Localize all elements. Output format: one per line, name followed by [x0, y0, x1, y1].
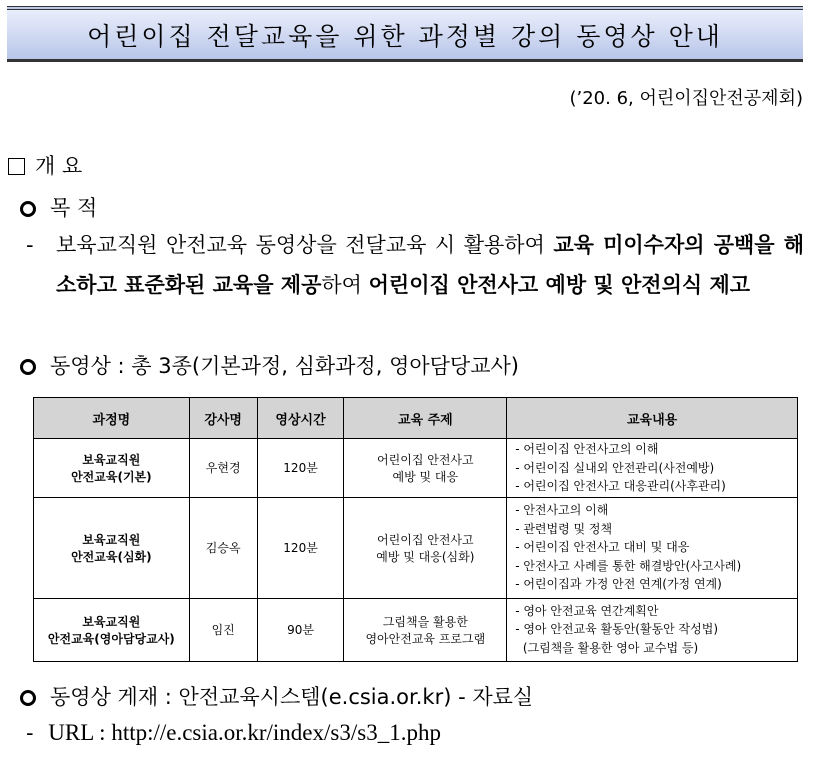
- topic-cell: 어린이집 안전사고 예방 및 대응: [344, 439, 507, 498]
- videos-heading: [20, 350, 519, 380]
- url-link[interactable]: http://e.csia.or.kr/index/s3/s3_1.php: [111, 720, 441, 745]
- purpose-heading: [20, 192, 97, 222]
- table-header-row: [34, 398, 798, 439]
- posting-heading: [20, 681, 533, 711]
- purpose-label: 목 적: [50, 196, 98, 220]
- circle-bullet-icon: [20, 359, 36, 375]
- instructor-cell: 임진: [189, 598, 257, 661]
- purpose-body: [56, 225, 804, 305]
- header-topic: 교육 주제: [344, 398, 507, 439]
- course-cell: 보육교직원 안전교육(영아담당교사): [34, 598, 190, 661]
- purpose-text-2: 하여: [321, 273, 369, 297]
- page-title: 어린이집 전달교육을 위한 과정별 강의 동영상 안내: [87, 21, 723, 51]
- dash-bullet: -: [26, 233, 34, 257]
- title-banner: [7, 6, 803, 62]
- videos-label: 동영상 : 총 3종(기본과정, 심화과정, 영아담당교사): [50, 354, 519, 378]
- dash-bullet: -: [26, 721, 34, 745]
- course-cell: 보육교직원 안전교육(심화): [34, 497, 190, 598]
- square-bullet-icon: [8, 158, 25, 175]
- header-content: 교육내용: [507, 398, 798, 439]
- purpose-text-1: 보육교직원 안전교육 동영상을 전달교육 시 활용하여: [56, 233, 554, 257]
- topic-cell: 그림책을 활용한 영아안전교육 프로그램: [344, 598, 507, 661]
- overview-label: 개 요: [35, 154, 83, 178]
- circle-bullet-icon: [20, 201, 36, 217]
- topic-cell: 어린이집 안전사고 예방 및 대응(심화): [344, 497, 507, 598]
- header-duration: 영상시간: [257, 398, 344, 439]
- content-cell: - 어린이집 안전사고의 이해 - 어린이집 실내외 안전관리(사전예방) - 어린이집 안전사고 대응관리(사후관리): [507, 439, 798, 498]
- overview-heading: [8, 150, 82, 180]
- duration-cell: 90분: [257, 598, 344, 661]
- duration-cell: 120분: [257, 497, 344, 598]
- header-course: 과정명: [34, 398, 190, 439]
- url-line: [26, 720, 441, 746]
- url-label: URL :: [48, 720, 112, 745]
- date-note: (’20. 6, 어린이집안전공제회): [569, 88, 803, 109]
- table-row: [34, 497, 798, 598]
- purpose-bold-1: 교육 미이수자의 공백을 해소하고 표준화된 교육을 제공: [56, 233, 804, 297]
- purpose-paragraph: [26, 225, 804, 305]
- header-instructor: 강사명: [189, 398, 257, 439]
- circle-bullet-icon: [20, 690, 36, 706]
- content-cell: - 영아 안전교육 연간계획안 - 영아 안전교육 활동안(활동안 작성법) (그림책을 활용한 영아 교수법 등): [507, 598, 798, 661]
- duration-cell: 120분: [257, 439, 344, 498]
- table-row: [34, 598, 798, 661]
- content-cell: - 안전사고의 이해 - 관련법령 및 정책 - 어린이집 안전사고 대비 및 대응 - 안전사고 사례를 통한 해결방안(사고사례) - 어린이집과 가정 안전 연계(가정 연계): [507, 497, 798, 598]
- course-table: [33, 397, 798, 662]
- table-row: [34, 439, 798, 498]
- course-cell: 보육교직원 안전교육(기본): [34, 439, 190, 498]
- purpose-bold-2: 어린이집 안전사고 예방 및 안전의식 제고: [368, 273, 751, 297]
- instructor-cell: 김승옥: [189, 497, 257, 598]
- posting-label: 동영상 게재 : 안전교육시스템(e.csia.or.kr) - 자료실: [50, 685, 534, 709]
- instructor-cell: 우현경: [189, 439, 257, 498]
